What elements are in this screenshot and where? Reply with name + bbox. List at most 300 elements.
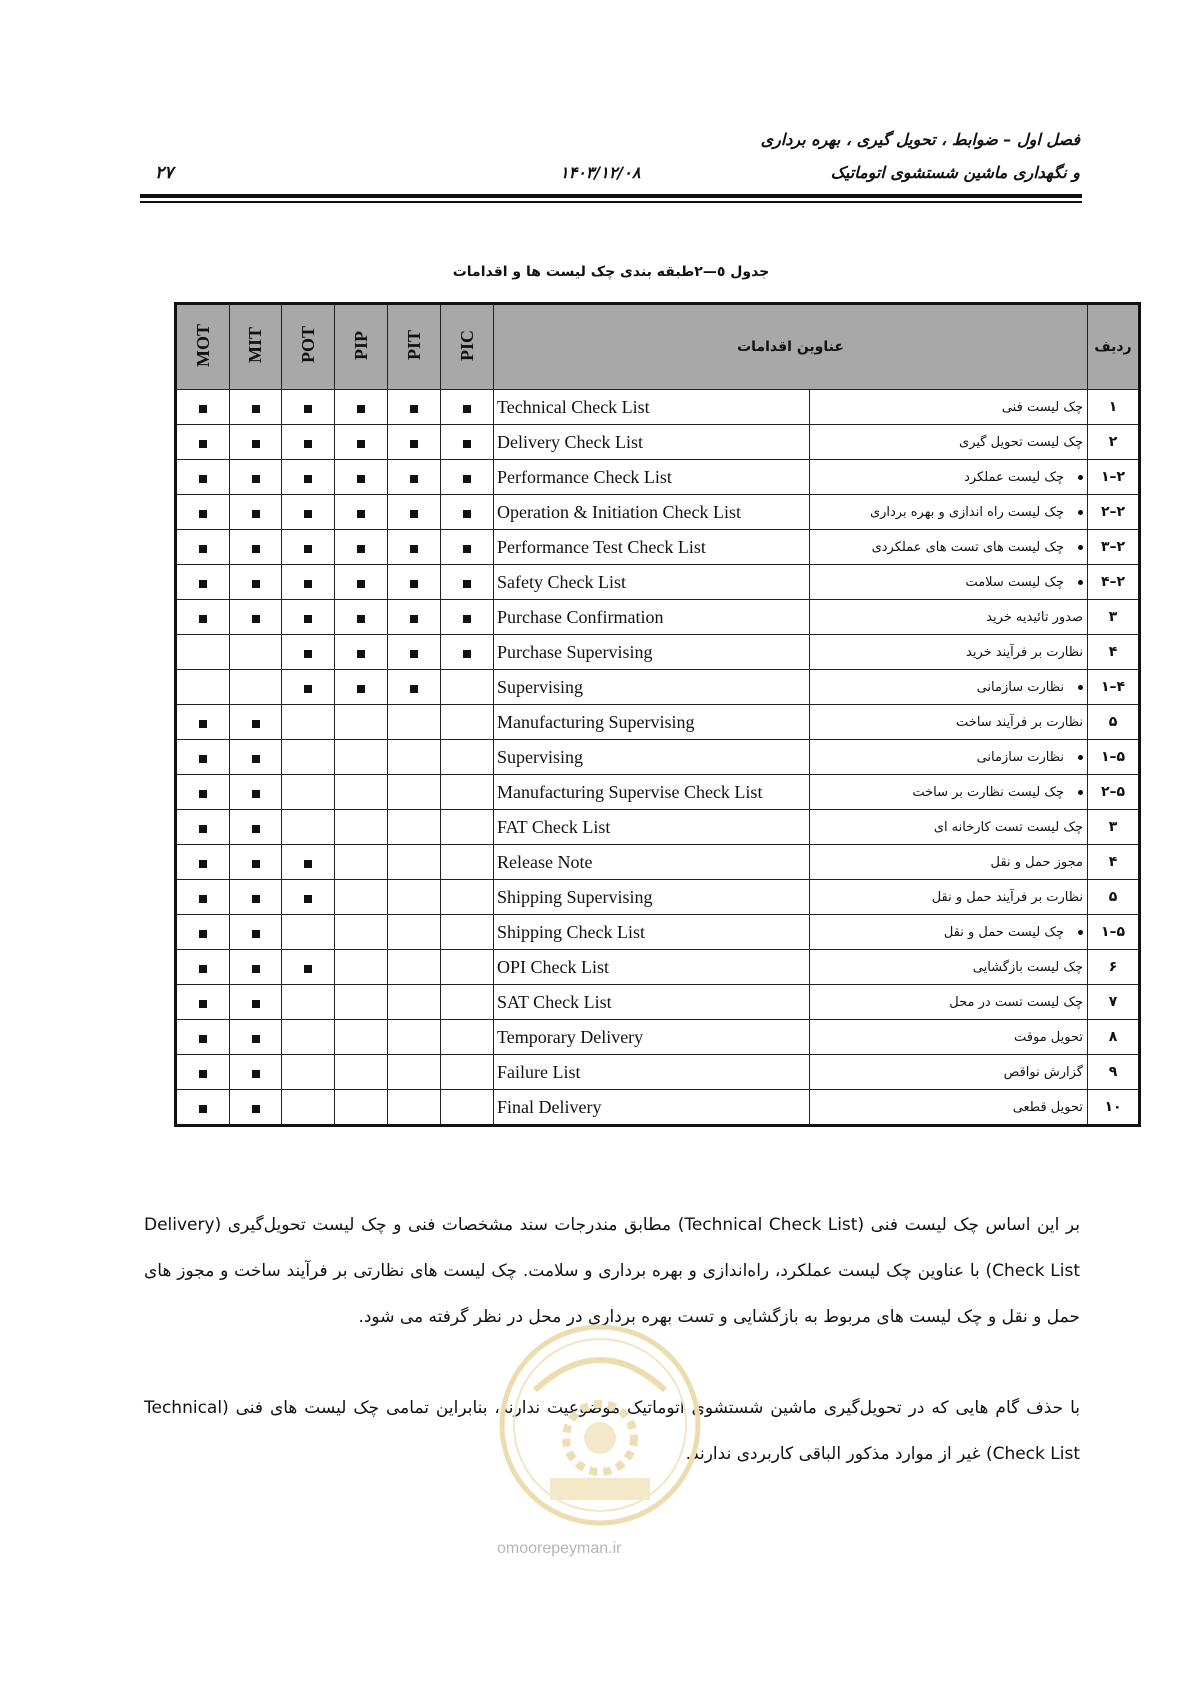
action-title-english: Manufacturing Supervising [494, 705, 810, 740]
table-row [176, 670, 1140, 705]
bullet-icon [1078, 475, 1083, 480]
table-row [176, 425, 1140, 460]
mark-cell-pip [335, 635, 388, 670]
filled-square-icon [252, 440, 260, 448]
filled-square-icon [199, 1070, 207, 1078]
action-title-persian-text: نظارت سازمانی [976, 679, 1064, 695]
watermark-seal-icon [495, 1320, 705, 1530]
mark-cell-mot [176, 810, 230, 845]
row-number: ۵–۲ [1088, 775, 1140, 810]
mark-cell-pot [282, 705, 335, 740]
filled-square-icon [357, 685, 365, 693]
mark-cell-mit [230, 985, 282, 1020]
mark-cell-pic [441, 845, 494, 880]
mark-cell-pot [282, 740, 335, 775]
action-title-english: Purchase Confirmation [494, 600, 810, 635]
mark-cell-pic [441, 635, 494, 670]
mark-cell-pic [441, 880, 494, 915]
mark-cell-pot [282, 635, 335, 670]
mark-cell-pit [388, 635, 441, 670]
table-row [176, 880, 1140, 915]
mark-cell-pit [388, 915, 441, 950]
filled-square-icon [463, 475, 471, 483]
mark-cell-pip [335, 495, 388, 530]
mark-cell-pot [282, 460, 335, 495]
mark-cell-mot [176, 1055, 230, 1090]
filled-square-icon [252, 580, 260, 588]
mark-cell-pit [388, 880, 441, 915]
action-title-persian [810, 880, 1088, 915]
mark-cell-mit [230, 600, 282, 635]
mark-cell-pot [282, 495, 335, 530]
mark-cell-pip [335, 985, 388, 1020]
action-title-english: Shipping Check List [494, 915, 810, 950]
mark-cell-pic [441, 775, 494, 810]
mark-cell-mot [176, 985, 230, 1020]
row-number: ۵ [1088, 705, 1140, 740]
mark-cell-pit [388, 1020, 441, 1055]
mark-cell-mot [176, 460, 230, 495]
mark-cell-mot [176, 390, 230, 425]
mark-cell-mit [230, 425, 282, 460]
mark-cell-pot [282, 670, 335, 705]
mark-cell-mit [230, 390, 282, 425]
filled-square-icon [199, 790, 207, 798]
mark-cell-pit [388, 670, 441, 705]
filled-square-icon [357, 440, 365, 448]
action-title-english: Delivery Check List [494, 425, 810, 460]
action-title-english: Supervising [494, 740, 810, 775]
mark-cell-pic [441, 425, 494, 460]
filled-square-icon [252, 1070, 260, 1078]
action-title-persian-text: چک لیست نظارت بر ساخت [912, 784, 1064, 800]
watermark-url: omoorepeyman.ir [497, 1540, 622, 1557]
mark-cell-pip [335, 670, 388, 705]
mark-cell-pic [441, 950, 494, 985]
filled-square-icon [463, 510, 471, 518]
mark-cell-mit [230, 740, 282, 775]
action-title-persian [810, 600, 1088, 635]
mark-cell-pit [388, 845, 441, 880]
filled-square-icon [357, 650, 365, 658]
mark-cell-mot [176, 915, 230, 950]
mark-cell-pip [335, 1090, 388, 1126]
row-number: ۹ [1088, 1055, 1140, 1090]
filled-square-icon [199, 965, 207, 973]
filled-square-icon [252, 895, 260, 903]
filled-square-icon [252, 405, 260, 413]
action-title-persian-text: تحویل موقت [1014, 1029, 1083, 1045]
row-number: ۱ [1088, 390, 1140, 425]
action-title-persian [810, 460, 1088, 495]
filled-square-icon [252, 1000, 260, 1008]
mark-cell-mit [230, 1055, 282, 1090]
filled-square-icon [199, 1035, 207, 1043]
action-title-persian [810, 390, 1088, 425]
bullet-icon [1078, 545, 1083, 550]
mark-cell-mit [230, 810, 282, 845]
table-caption: جدول ٥—٢طبقه بندی چک لیست ها و اقدامات [452, 264, 770, 280]
mark-cell-pot [282, 880, 335, 915]
mark-cell-pot [282, 1090, 335, 1126]
mark-cell-pip [335, 810, 388, 845]
mark-cell-pot [282, 565, 335, 600]
filled-square-icon [252, 860, 260, 868]
mark-cell-pip [335, 425, 388, 460]
row-number: ۱۰ [1088, 1090, 1140, 1126]
action-title-persian-text: چک لیست های تست های عملکردی [871, 539, 1064, 555]
table-row [176, 845, 1140, 880]
filled-square-icon [199, 825, 207, 833]
code-column-label: MOT [192, 323, 213, 367]
action-title-persian [810, 950, 1088, 985]
header-rule-thick [140, 194, 1082, 198]
filled-square-icon [252, 615, 260, 623]
mark-cell-pit [388, 775, 441, 810]
action-title-persian-text: گزارش نواقص [1003, 1064, 1083, 1080]
action-title-english: OPI Check List [494, 950, 810, 985]
mark-cell-mot [176, 495, 230, 530]
filled-square-icon [304, 615, 312, 623]
filled-square-icon [304, 475, 312, 483]
action-title-persian [810, 635, 1088, 670]
filled-square-icon [199, 475, 207, 483]
mark-cell-pot [282, 985, 335, 1020]
row-number: ۲–۱ [1088, 460, 1140, 495]
filled-square-icon [199, 440, 207, 448]
filled-square-icon [410, 510, 418, 518]
table-row [176, 495, 1140, 530]
action-title-english: Failure List [494, 1055, 810, 1090]
table-header-row [176, 304, 1140, 390]
mark-cell-mot [176, 1090, 230, 1126]
mark-cell-pip [335, 845, 388, 880]
mark-cell-pit [388, 740, 441, 775]
filled-square-icon [463, 440, 471, 448]
action-title-persian [810, 530, 1088, 565]
action-title-persian-text: نظارت بر فرآیند حمل و نقل [931, 889, 1083, 905]
mark-cell-pot [282, 950, 335, 985]
filled-square-icon [463, 405, 471, 413]
mark-cell-mit [230, 915, 282, 950]
filled-square-icon [304, 895, 312, 903]
filled-square-icon [410, 615, 418, 623]
mark-cell-pic [441, 810, 494, 845]
mark-cell-mot [176, 565, 230, 600]
row-number: ۲–۲ [1088, 495, 1140, 530]
mark-cell-mot [176, 530, 230, 565]
mark-cell-pit [388, 985, 441, 1020]
action-title-persian-text: چک لیست فنی [1001, 399, 1083, 415]
filled-square-icon [357, 510, 365, 518]
row-number-column-header: ردیف [1088, 304, 1140, 390]
mark-cell-pic [441, 1020, 494, 1055]
action-title-english: Final Delivery [494, 1090, 810, 1126]
filled-square-icon [410, 405, 418, 413]
filled-square-icon [357, 405, 365, 413]
page-number: ۲۷ [155, 163, 174, 183]
row-number: ۴–۱ [1088, 670, 1140, 705]
mark-cell-pip [335, 1020, 388, 1055]
filled-square-icon [252, 1035, 260, 1043]
action-title-persian-text: چک لیست تست در محل [949, 994, 1083, 1010]
row-number: ۲–۳ [1088, 530, 1140, 565]
mark-cell-pic [441, 740, 494, 775]
code-column-header-pot [282, 304, 335, 390]
action-title-persian-text: چک لیست بازگشایی [972, 959, 1083, 975]
action-title-persian-text: تحویل قطعی [1012, 1099, 1083, 1115]
filled-square-icon [252, 755, 260, 763]
filled-square-icon [199, 755, 207, 763]
action-title-english: Temporary Delivery [494, 1020, 810, 1055]
row-number: ۳ [1088, 600, 1140, 635]
filled-square-icon [199, 1105, 207, 1113]
table-row [176, 600, 1140, 635]
bullet-icon [1078, 510, 1083, 515]
table-row [176, 740, 1140, 775]
header-rule-thin [140, 201, 1082, 203]
action-title-english: Manufacturing Supervise Check List [494, 775, 810, 810]
mark-cell-mot [176, 600, 230, 635]
mark-cell-pit [388, 460, 441, 495]
body-paragraph-1: بر این اساس چک لیست فنی (Technical Check List) مطابق مندرجات سند مشخصات فنی و چک لیست تحویل‌گیری (Delivery Check List) با عناوین چک لیست عملکرد، راه‌اندازی و بهره برداری و سلامت. چک لیست های نظارتی بر فرآیند ساخت و مجوز های حمل و نقل و چک لیست های مربوط به بازگشایی و تست بهره برداری در محل در نظر گرفته می شود. [144, 1215, 1080, 1327]
code-column-header-pic [441, 304, 494, 390]
action-title-persian [810, 845, 1088, 880]
mark-cell-mit [230, 530, 282, 565]
checklist-classification-table [174, 302, 1141, 1127]
filled-square-icon [199, 720, 207, 728]
code-column-label: MIT [245, 327, 265, 363]
action-title-persian [810, 495, 1088, 530]
filled-square-icon [199, 545, 207, 553]
mark-cell-pip [335, 705, 388, 740]
mark-cell-pic [441, 1055, 494, 1090]
filled-square-icon [252, 475, 260, 483]
mark-cell-pic [441, 670, 494, 705]
mark-cell-pot [282, 845, 335, 880]
table-row [176, 1090, 1140, 1126]
table-row [176, 1020, 1140, 1055]
filled-square-icon [252, 790, 260, 798]
row-number: ۶ [1088, 950, 1140, 985]
mark-cell-pit [388, 495, 441, 530]
mark-cell-pip [335, 600, 388, 635]
mark-cell-pic [441, 600, 494, 635]
action-title-english: Performance Test Check List [494, 530, 810, 565]
filled-square-icon [252, 965, 260, 973]
mark-cell-mit [230, 1020, 282, 1055]
header-chapter-title: فصل اول – ضوابط ، تحویل گیری ، بهره برداری [760, 130, 1080, 149]
filled-square-icon [252, 825, 260, 833]
table-row [176, 565, 1140, 600]
bullet-icon [1078, 930, 1083, 935]
action-title-english: Supervising [494, 670, 810, 705]
mark-cell-pot [282, 425, 335, 460]
mark-cell-mit [230, 775, 282, 810]
row-number: ۲–۴ [1088, 565, 1140, 600]
filled-square-icon [304, 650, 312, 658]
mark-cell-pit [388, 530, 441, 565]
filled-square-icon [252, 510, 260, 518]
table-row [176, 705, 1140, 740]
action-title-english: Release Note [494, 845, 810, 880]
filled-square-icon [304, 545, 312, 553]
action-title-persian-text: چک لیست عملکرد [964, 469, 1064, 485]
mark-cell-pip [335, 530, 388, 565]
row-number: ۴ [1088, 845, 1140, 880]
action-title-persian-text: چک لیست سلامت [965, 574, 1064, 590]
table-row [176, 390, 1140, 425]
action-title-persian-text: مجوز حمل و نقل [990, 854, 1083, 870]
action-title-english: FAT Check List [494, 810, 810, 845]
action-title-persian-text: چک لیست تحویل گیری [959, 434, 1083, 450]
header-chapter-subtitle: و نگهداری ماشین شستشوی اتوماتیک [830, 163, 1080, 182]
filled-square-icon [410, 440, 418, 448]
action-title-persian [810, 985, 1088, 1020]
row-number: ۲ [1088, 425, 1140, 460]
filled-square-icon [410, 650, 418, 658]
mark-cell-mit [230, 670, 282, 705]
action-title-persian-text: چک لیست تست کارخانه ای [933, 819, 1083, 835]
action-title-persian [810, 915, 1088, 950]
mark-cell-pip [335, 390, 388, 425]
action-title-persian [810, 810, 1088, 845]
filled-square-icon [357, 615, 365, 623]
filled-square-icon [410, 545, 418, 553]
filled-square-icon [463, 545, 471, 553]
filled-square-icon [252, 720, 260, 728]
mark-cell-pip [335, 565, 388, 600]
mark-cell-pit [388, 950, 441, 985]
row-number: ۵–۱ [1088, 915, 1140, 950]
filled-square-icon [304, 965, 312, 973]
row-number: ۳ [1088, 810, 1140, 845]
mark-cell-mot [176, 880, 230, 915]
mark-cell-pip [335, 880, 388, 915]
code-column-label: POT [297, 326, 318, 364]
filled-square-icon [463, 650, 471, 658]
mark-cell-pot [282, 1055, 335, 1090]
mark-cell-mit [230, 1090, 282, 1126]
table-row [176, 460, 1140, 495]
filled-square-icon [357, 580, 365, 588]
filled-square-icon [357, 475, 365, 483]
action-title-english: Operation & Initiation Check List [494, 495, 810, 530]
mark-cell-mit [230, 950, 282, 985]
action-title-persian-text: صدور تائیدیه خرید [986, 609, 1083, 625]
mark-cell-pit [388, 425, 441, 460]
action-title-persian [810, 705, 1088, 740]
mark-cell-pit [388, 600, 441, 635]
mark-cell-mot [176, 670, 230, 705]
mark-cell-pot [282, 390, 335, 425]
header-date: ۱۴۰۳/۱۲/۰۸ [560, 163, 641, 182]
mark-cell-pic [441, 390, 494, 425]
filled-square-icon [252, 930, 260, 938]
row-number: ۵–۱ [1088, 740, 1140, 775]
filled-square-icon [304, 440, 312, 448]
table-row [176, 915, 1140, 950]
mark-cell-mot [176, 740, 230, 775]
mark-cell-mit [230, 460, 282, 495]
mark-cell-mot [176, 705, 230, 740]
mark-cell-pit [388, 810, 441, 845]
mark-cell-mot [176, 845, 230, 880]
bullet-icon [1078, 755, 1083, 760]
mark-cell-pip [335, 460, 388, 495]
action-title-persian-text: نظارت بر فرآیند ساخت [956, 714, 1083, 730]
bullet-icon [1078, 685, 1083, 690]
bullet-icon [1078, 790, 1083, 795]
mark-cell-pip [335, 1055, 388, 1090]
mark-cell-pic [441, 1090, 494, 1126]
mark-cell-mit [230, 705, 282, 740]
filled-square-icon [199, 895, 207, 903]
filled-square-icon [199, 510, 207, 518]
action-title-persian-text: نظارت بر فرآیند خرید [966, 644, 1083, 660]
mark-cell-pip [335, 775, 388, 810]
code-column-header-pit [388, 304, 441, 390]
mark-cell-pic [441, 915, 494, 950]
action-title-persian [810, 1055, 1088, 1090]
filled-square-icon [199, 405, 207, 413]
mark-cell-mit [230, 845, 282, 880]
filled-square-icon [304, 405, 312, 413]
mark-cell-pot [282, 600, 335, 635]
mark-cell-mot [176, 1020, 230, 1055]
bullet-icon [1078, 580, 1083, 585]
mark-cell-pic [441, 705, 494, 740]
filled-square-icon [199, 615, 207, 623]
filled-square-icon [304, 860, 312, 868]
code-column-header-mot [176, 304, 230, 390]
actions-column-header: عناوین اقدامات [494, 304, 1088, 390]
table-row [176, 635, 1140, 670]
action-title-persian [810, 1020, 1088, 1055]
mark-cell-pit [388, 565, 441, 600]
action-title-persian [810, 425, 1088, 460]
mark-cell-mot [176, 635, 230, 670]
table-row [176, 810, 1140, 845]
filled-square-icon [410, 475, 418, 483]
action-title-persian [810, 1090, 1088, 1126]
mark-cell-mit [230, 880, 282, 915]
action-title-english: Shipping Supervising [494, 880, 810, 915]
body-paragraph-2: با حذف گام هایی که در تحویل‌گیری ماشین شستشوی اتوماتیک موضوعیت ندارند، بنابراین تمامی چک لیست های فنی (Technical Check List) غیر از موارد مذکور الباقی کاربردی ندارند. [144, 1398, 1080, 1464]
filled-square-icon [199, 580, 207, 588]
mark-cell-pit [388, 1055, 441, 1090]
code-column-header-pip [335, 304, 388, 390]
mark-cell-mot [176, 950, 230, 985]
mark-cell-pot [282, 775, 335, 810]
action-title-english: Performance Check List [494, 460, 810, 495]
mark-cell-pip [335, 740, 388, 775]
table-row [176, 950, 1140, 985]
filled-square-icon [463, 580, 471, 588]
filled-square-icon [199, 1000, 207, 1008]
mark-cell-mit [230, 565, 282, 600]
code-column-label: PIC [456, 329, 477, 361]
mark-cell-mit [230, 495, 282, 530]
filled-square-icon [304, 580, 312, 588]
action-title-persian [810, 740, 1088, 775]
mark-cell-mit [230, 635, 282, 670]
mark-cell-pic [441, 495, 494, 530]
filled-square-icon [410, 580, 418, 588]
action-title-persian-text: چک لیست راه اندازی و بهره برداری [869, 504, 1064, 520]
row-number: ۷ [1088, 985, 1140, 1020]
action-title-persian-text: چک لیست حمل و نقل [943, 924, 1064, 940]
